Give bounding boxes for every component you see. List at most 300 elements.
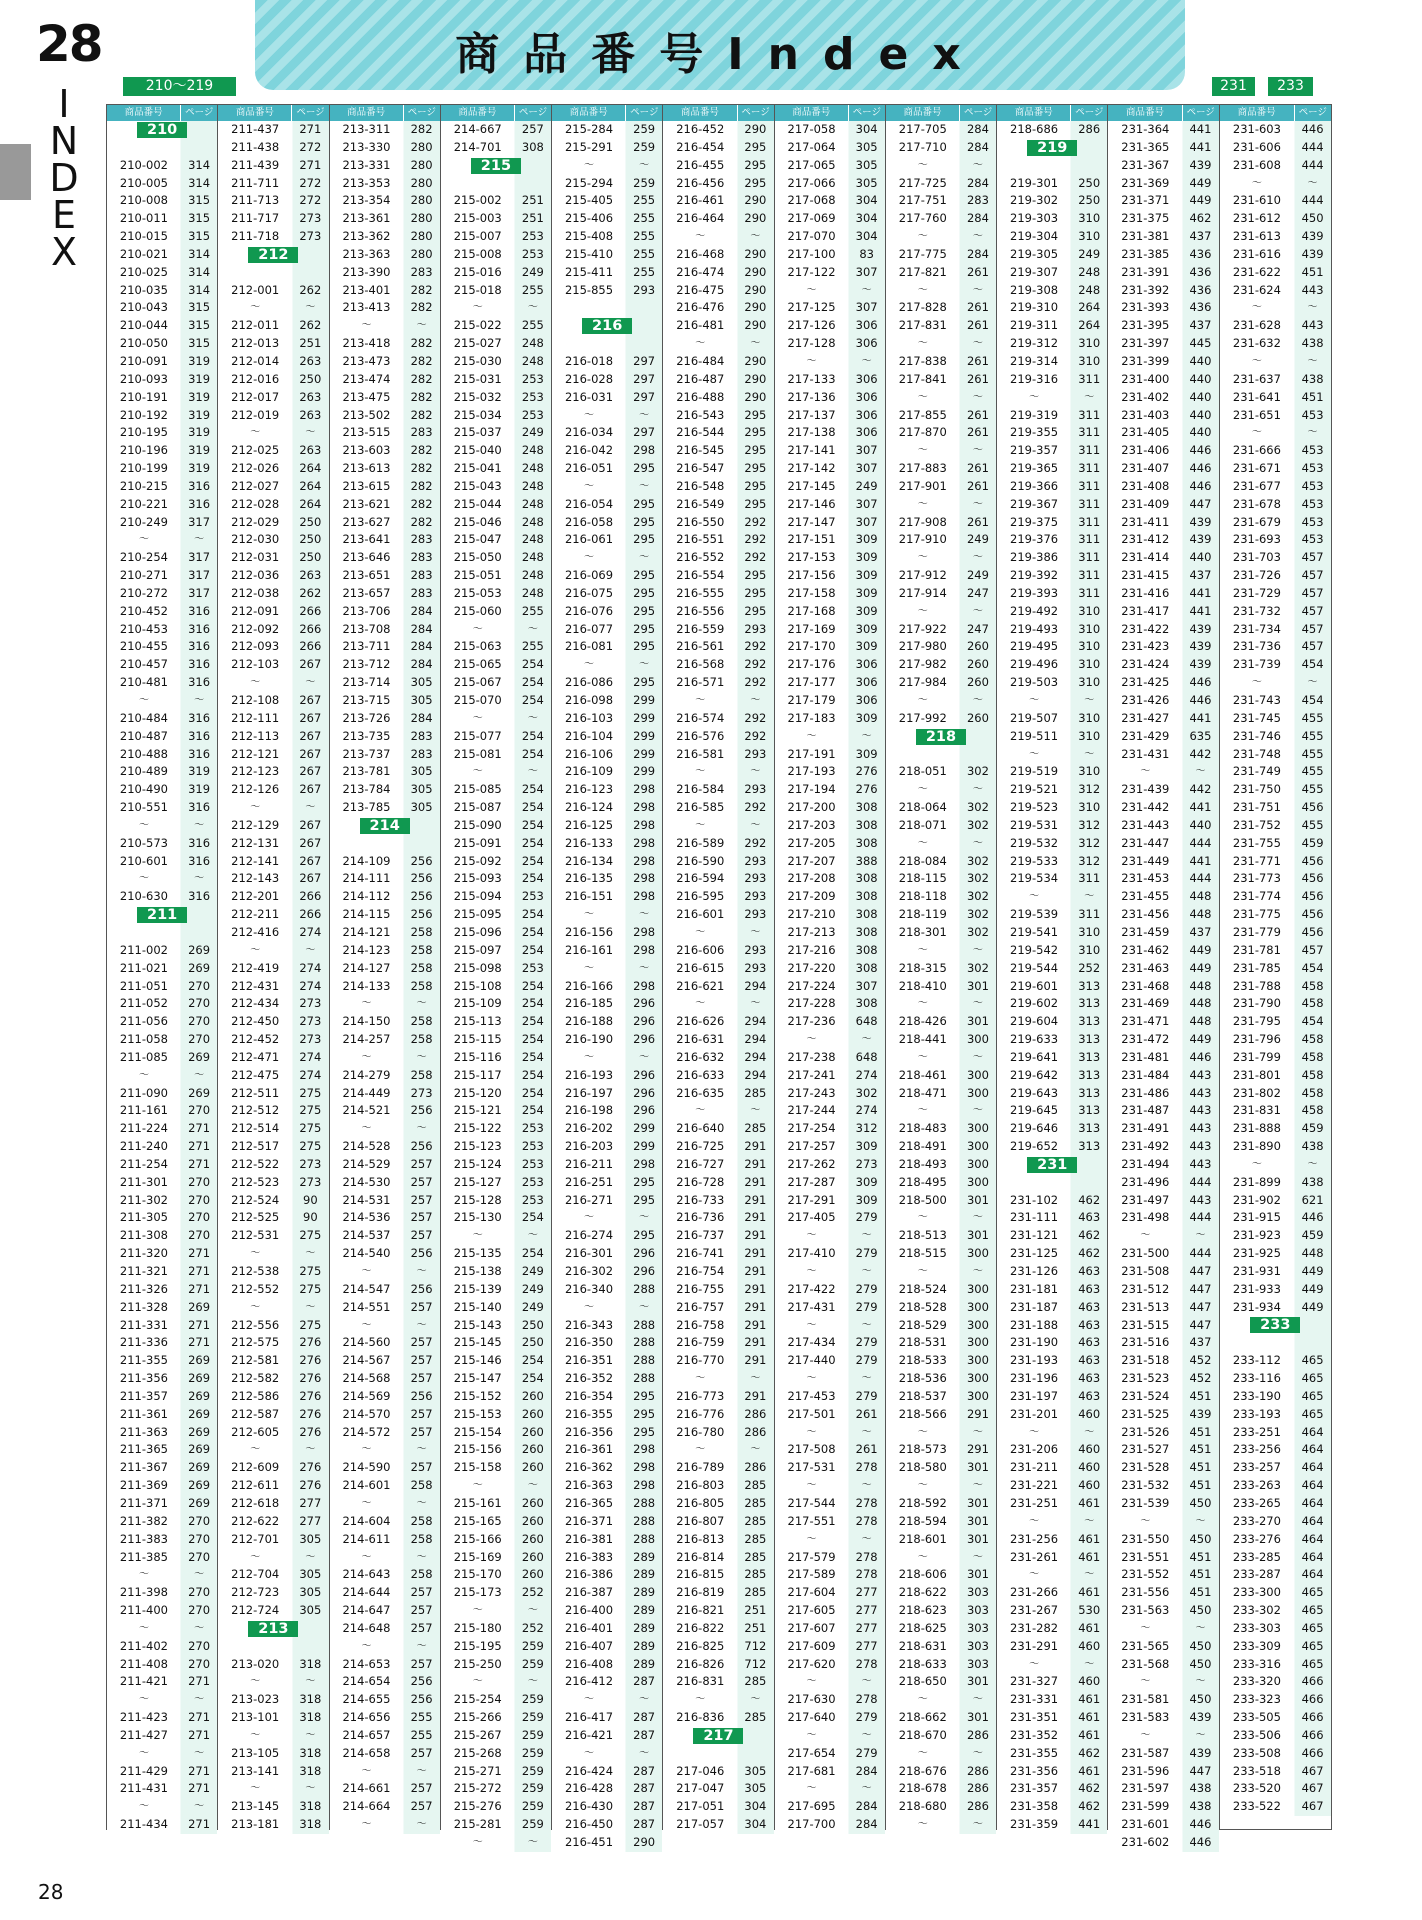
product-code: 231-915 — [1232, 1210, 1281, 1225]
product-code: 216-544 — [676, 425, 725, 440]
page-ref: 463 — [1078, 1281, 1101, 1296]
product-code: 231-678 — [1232, 496, 1281, 511]
product-code: 219-303 — [1010, 211, 1059, 226]
product-code: 210-196 — [119, 443, 168, 458]
page-ref: 289 — [633, 1567, 656, 1582]
column-header-code: 商品番号 — [680, 107, 719, 118]
product-code: 213-363 — [342, 246, 391, 261]
index-row — [330, 549, 440, 567]
index-row — [218, 1281, 328, 1299]
product-code: 231-933 — [1232, 1281, 1281, 1296]
product-code: 218-533 — [898, 1353, 947, 1368]
product-code: 210-192 — [119, 407, 168, 422]
page-ref: 453 — [1301, 461, 1324, 476]
index-row — [1108, 460, 1218, 478]
index-row — [1220, 1727, 1331, 1745]
index-row — [886, 674, 996, 692]
page-ref: 〜 — [1195, 1622, 1206, 1634]
product-code: 217-589 — [787, 1567, 836, 1582]
product-code: 231-405 — [1121, 425, 1170, 440]
index-column — [663, 105, 774, 1832]
index-row — [886, 175, 996, 193]
index-row — [775, 960, 885, 978]
product-code: 217-914 — [898, 585, 947, 600]
page-ref: 295 — [744, 157, 767, 172]
product-code: 231-641 — [1232, 389, 1281, 404]
index-row — [663, 1656, 773, 1674]
index-row — [886, 1120, 996, 1138]
page-ref: 308 — [855, 800, 878, 815]
page-ref: 287 — [633, 1781, 656, 1796]
range-continuation-row — [552, 407, 662, 425]
product-code: 215-085 — [453, 782, 502, 797]
product-code: 231-888 — [1232, 1121, 1281, 1136]
page-ref: 〜 — [972, 1105, 983, 1117]
page-ref: 290 — [744, 211, 767, 226]
index-row — [441, 317, 551, 335]
product-code: 216-202 — [564, 1121, 614, 1136]
product-code: 216-190 — [564, 1032, 614, 1047]
product-code: 〜 — [695, 998, 706, 1010]
index-row — [997, 1780, 1107, 1798]
product-code: 216-585 — [676, 800, 725, 815]
product-code: 215-117 — [453, 1067, 502, 1082]
index-row — [1108, 175, 1218, 193]
product-code: 213-361 — [342, 211, 391, 226]
product-code: 217-831 — [898, 318, 947, 333]
product-code: 210-195 — [119, 425, 168, 440]
page-ref: 291 — [966, 1442, 989, 1457]
index-row — [1220, 960, 1331, 978]
page-ref: 464 — [1301, 1567, 1324, 1582]
index-row — [663, 1388, 773, 1406]
index-row — [218, 1370, 328, 1388]
index-row — [218, 335, 328, 353]
page-ref: 285 — [744, 1585, 767, 1600]
product-code: 214-531 — [342, 1192, 391, 1207]
index-row — [330, 1192, 440, 1210]
page-ref: 316 — [188, 800, 211, 815]
product-code: 217-207 — [787, 853, 836, 868]
index-row — [107, 567, 217, 585]
index-row — [1108, 389, 1218, 407]
page-ref: 〜 — [750, 1444, 761, 1456]
page-ref: 466 — [1301, 1674, 1324, 1689]
product-code: 217-069 — [787, 211, 836, 226]
index-row — [663, 299, 773, 317]
product-code: 212-431 — [231, 978, 280, 993]
product-code: 219-357 — [1010, 443, 1059, 458]
index-row — [886, 1334, 996, 1352]
index-row — [107, 1656, 217, 1674]
page-ref: 457 — [1301, 639, 1324, 654]
index-row — [218, 1566, 328, 1584]
page-ref: 269 — [188, 1049, 211, 1064]
index-row — [441, 192, 551, 210]
page-ref: 303 — [966, 1585, 989, 1600]
section-heading — [330, 817, 440, 835]
page-ref: 248 — [521, 585, 544, 600]
index-row — [441, 978, 551, 996]
page-ref: 〜 — [972, 784, 983, 796]
index-column — [330, 105, 441, 1829]
product-code: 233-508 — [1232, 1745, 1281, 1760]
product-code: 233-112 — [1232, 1353, 1281, 1368]
product-code: 219-305 — [1010, 246, 1059, 261]
index-row — [775, 1798, 885, 1816]
index-row — [775, 1192, 885, 1210]
header-title: 商品番号Index — [455, 29, 985, 80]
index-row — [775, 192, 885, 210]
product-code: 215-031 — [453, 371, 502, 386]
page-ref: 270 — [188, 1103, 211, 1118]
product-code: 217-137 — [787, 407, 836, 422]
page-ref: 261 — [966, 514, 989, 529]
page-ref: 267 — [299, 746, 322, 761]
product-code: 215-043 — [453, 478, 502, 493]
product-code: 231-211 — [1010, 1460, 1059, 1475]
range-continuation-row — [886, 835, 996, 853]
product-code: 219-302 — [1010, 193, 1059, 208]
product-code: 219-544 — [1010, 960, 1059, 975]
page-ref: 459 — [1301, 1228, 1324, 1243]
index-row — [886, 1620, 996, 1638]
page-ref: 280 — [410, 175, 433, 190]
index-row — [107, 514, 217, 532]
range-continuation-row — [441, 621, 551, 639]
index-row — [218, 175, 328, 193]
index-row — [441, 692, 551, 710]
page-ref: 298 — [633, 835, 656, 850]
product-code: 231-518 — [1121, 1353, 1170, 1368]
column-header — [552, 105, 662, 121]
index-row — [663, 1120, 773, 1138]
product-code: 216-484 — [676, 353, 725, 368]
product-code: 214-536 — [342, 1210, 391, 1225]
range-continuation-row — [775, 1424, 885, 1442]
page-ref: 459 — [1301, 1121, 1324, 1136]
index-row — [330, 728, 440, 746]
product-code: 〜 — [917, 159, 928, 171]
page-ref: 〜 — [1084, 1658, 1095, 1670]
index-row — [552, 888, 662, 906]
index-row — [218, 1584, 328, 1602]
page-ref: 〜 — [750, 766, 761, 778]
index-row — [886, 371, 996, 389]
index-row — [1220, 282, 1331, 300]
product-code: 231-251 — [1010, 1495, 1059, 1510]
range-continuation-row — [218, 1441, 328, 1459]
product-code: 211-308 — [119, 1228, 168, 1243]
range-continuation-row — [886, 228, 996, 246]
index-row — [107, 781, 217, 799]
index-row — [1108, 1209, 1218, 1227]
page-ref: 261 — [966, 318, 989, 333]
page-ref: 258 — [410, 1014, 433, 1029]
index-row — [886, 1602, 996, 1620]
page-ref: 249 — [1078, 246, 1101, 261]
product-code: 231-934 — [1232, 1299, 1281, 1314]
index-row — [1108, 531, 1218, 549]
page-ref: 274 — [299, 1067, 322, 1082]
page-ref: 〜 — [972, 1819, 983, 1831]
page-ref: 259 — [521, 1638, 544, 1653]
product-code: 233-505 — [1232, 1710, 1281, 1725]
page-ref: 270 — [188, 1585, 211, 1600]
index-row — [886, 299, 996, 317]
column-header-page: ページ — [403, 105, 440, 121]
index-row — [663, 496, 773, 514]
product-code: 216-185 — [564, 996, 614, 1011]
page-ref: 314 — [188, 282, 211, 297]
product-code: 210-573 — [119, 835, 168, 850]
page-ref: 〜 — [1195, 1230, 1206, 1242]
product-code: 233-276 — [1232, 1531, 1281, 1546]
range-continuation-row — [218, 1299, 328, 1317]
index-row — [1220, 763, 1331, 781]
index-row — [1108, 264, 1218, 282]
index-row — [775, 175, 885, 193]
product-code: 218-515 — [898, 1246, 947, 1261]
product-code: 212-587 — [231, 1406, 280, 1421]
page-ref: 264 — [299, 496, 322, 511]
product-code: 211-434 — [119, 1817, 168, 1832]
page-ref: 290 — [744, 193, 767, 208]
product-code: 214-656 — [342, 1710, 391, 1725]
page-ref: 460 — [1078, 1460, 1101, 1475]
index-row — [441, 1156, 551, 1174]
product-code: 215-180 — [453, 1620, 502, 1635]
page-ref: 449 — [1301, 1299, 1324, 1314]
product-code: 218-686 — [1010, 122, 1059, 136]
product-code: 214-123 — [342, 942, 391, 957]
index-row — [997, 995, 1107, 1013]
page-ref: 257 — [410, 1210, 433, 1225]
product-code: 231-381 — [1121, 229, 1170, 244]
product-code: 218-118 — [898, 889, 947, 904]
product-code: 216-559 — [676, 621, 725, 636]
page-ref: 267 — [299, 853, 322, 868]
page-ref: 291 — [744, 1264, 767, 1278]
page-ref: 465 — [1301, 1656, 1324, 1671]
page-ref: 274 — [299, 1049, 322, 1064]
index-row — [663, 799, 773, 817]
index-row — [886, 960, 996, 978]
page-ref: 255 — [521, 282, 544, 297]
product-code: 231-193 — [1010, 1353, 1059, 1368]
product-code: 231-455 — [1121, 889, 1170, 904]
product-code: 213-401 — [342, 282, 391, 297]
page-ref: 〜 — [861, 355, 872, 367]
page-ref: 〜 — [194, 1569, 205, 1581]
index-row — [1108, 496, 1218, 514]
product-code: 231-181 — [1010, 1281, 1059, 1296]
product-code: 〜 — [695, 819, 706, 831]
page-ref: 258 — [410, 1032, 433, 1047]
product-code: 218-566 — [898, 1406, 947, 1421]
page-ref: 440 — [1189, 550, 1212, 565]
index-row — [775, 531, 885, 549]
page-ref: 〜 — [861, 1729, 872, 1741]
product-code: 231-498 — [1121, 1210, 1170, 1225]
product-code: 212-141 — [231, 853, 280, 868]
page-ref: 303 — [966, 1603, 989, 1618]
product-code: 211-326 — [119, 1281, 168, 1296]
index-row — [997, 1602, 1107, 1620]
page-ref: 297 — [633, 425, 656, 440]
page-ref: 260 — [966, 639, 989, 654]
product-code: 213-726 — [342, 710, 391, 725]
product-code: 216-363 — [564, 1478, 614, 1493]
product-code: 231-427 — [1121, 710, 1170, 725]
page-ref: 282 — [410, 478, 433, 493]
product-code: 218-495 — [898, 1174, 947, 1189]
page-ref: 285 — [744, 1513, 767, 1528]
index-row — [552, 835, 662, 853]
page-ref: 305 — [744, 1781, 767, 1796]
product-code: 211-363 — [119, 1424, 168, 1439]
range-continuation-row — [886, 1816, 996, 1834]
range-continuation-row — [107, 692, 217, 710]
index-row — [775, 906, 885, 924]
page-ref: 256 — [410, 871, 433, 886]
page-ref: 301 — [966, 1014, 989, 1029]
product-code: 217-604 — [787, 1585, 836, 1600]
product-code: 231-400 — [1121, 371, 1170, 386]
index-row — [107, 1209, 217, 1227]
range-continuation-row — [218, 1549, 328, 1567]
page-ref: 〜 — [750, 998, 761, 1010]
index-row — [107, 585, 217, 603]
page-ref: 272 — [299, 175, 322, 190]
page-ref: 437 — [1189, 229, 1212, 244]
index-row — [441, 1352, 551, 1370]
column-header-page: ページ — [1294, 105, 1331, 121]
index-row — [330, 514, 440, 532]
page-ref: 254 — [521, 1246, 544, 1261]
page-ref: 257 — [410, 1335, 433, 1350]
page-ref: 261 — [855, 1442, 878, 1457]
product-code: 211-356 — [119, 1371, 168, 1386]
product-code: 217-216 — [787, 942, 836, 957]
index-row — [1220, 1085, 1331, 1103]
product-code: 215-294 — [564, 175, 614, 190]
product-code: 231-890 — [1232, 1139, 1281, 1154]
page-ref: 317 — [188, 550, 211, 565]
product-code: 218-500 — [898, 1192, 947, 1207]
product-code: 231-327 — [1010, 1674, 1059, 1689]
product-code: 〜 — [806, 1729, 817, 1741]
product-code: 218-491 — [898, 1139, 947, 1154]
product-code: 216-450 — [564, 1817, 614, 1832]
page-ref: 271 — [188, 1710, 211, 1725]
page-ref: 451 — [1189, 1388, 1212, 1403]
page-ref: 454 — [1301, 1014, 1324, 1029]
index-row — [1108, 121, 1218, 139]
page-ref: 253 — [521, 889, 544, 904]
product-code: 217-883 — [898, 461, 947, 476]
page-ref: 439 — [1189, 1745, 1212, 1760]
index-row — [997, 1334, 1107, 1352]
product-code: 217-243 — [787, 1085, 836, 1100]
page-ref: 314 — [188, 246, 211, 261]
page-ref: 280 — [410, 139, 433, 154]
product-code: 231-512 — [1121, 1281, 1170, 1296]
product-code: 217-065 — [787, 157, 836, 172]
index-row — [552, 1477, 662, 1495]
product-code: 216-430 — [564, 1799, 614, 1814]
product-code: 216-125 — [564, 817, 614, 832]
page-ref: 455 — [1301, 817, 1324, 832]
page-ref: 310 — [1078, 229, 1101, 244]
product-code: 217-620 — [787, 1656, 836, 1671]
index-row — [1108, 1691, 1218, 1709]
page-ref: 467 — [1301, 1781, 1324, 1796]
index-row — [1220, 228, 1331, 246]
page-ref: 290 — [744, 318, 767, 333]
product-code: 233-256 — [1232, 1442, 1281, 1457]
product-code: 〜 — [472, 766, 483, 778]
page-ref: 293 — [744, 907, 767, 922]
product-code: 217-068 — [787, 193, 836, 208]
page-ref: 291 — [744, 1139, 767, 1154]
product-code: 215-003 — [453, 211, 502, 226]
index-row — [441, 1370, 551, 1388]
index-row — [1108, 835, 1218, 853]
product-code: 〜 — [806, 1034, 817, 1046]
page-ref: 462 — [1078, 1745, 1101, 1760]
index-row — [663, 317, 773, 335]
page-ref: 437 — [1189, 1335, 1212, 1350]
page-ref: 451 — [1301, 389, 1324, 404]
index-row — [1108, 139, 1218, 157]
range-continuation-row — [886, 1049, 996, 1067]
product-code: 218-580 — [898, 1460, 947, 1475]
index-row — [330, 192, 440, 210]
product-code: 219-366 — [1010, 478, 1059, 493]
product-code: 212-013 — [231, 336, 280, 351]
page-ref: 〜 — [416, 1640, 427, 1652]
product-code: 216-805 — [676, 1495, 725, 1510]
page-ref: 282 — [410, 282, 433, 297]
product-code: 213-181 — [231, 1817, 280, 1832]
index-row — [775, 835, 885, 853]
index-row — [107, 1406, 217, 1424]
page-ref: 311 — [1078, 461, 1101, 476]
index-row — [997, 906, 1107, 924]
section-heading — [441, 157, 551, 175]
product-code: 218-631 — [898, 1638, 947, 1653]
section-badge: 231 — [1027, 1157, 1077, 1173]
page-ref: 264 — [1078, 300, 1101, 315]
product-code: 231-412 — [1121, 532, 1170, 547]
product-code: 210-008 — [119, 193, 168, 208]
page-ref: 249 — [521, 1299, 544, 1314]
index-row — [330, 407, 440, 425]
product-code: 216-776 — [676, 1406, 725, 1421]
index-row — [1220, 264, 1331, 282]
product-code: 231-788 — [1232, 978, 1281, 993]
index-row — [330, 1245, 440, 1263]
page-ref: 〜 — [972, 837, 983, 849]
index-row — [1220, 407, 1331, 425]
product-code: 231-516 — [1121, 1335, 1170, 1350]
index-row — [1108, 781, 1218, 799]
product-code: 211-427 — [119, 1727, 168, 1742]
page-ref: 308 — [855, 871, 878, 886]
page-ref: 〜 — [750, 338, 761, 350]
page-ref: 455 — [1301, 746, 1324, 761]
